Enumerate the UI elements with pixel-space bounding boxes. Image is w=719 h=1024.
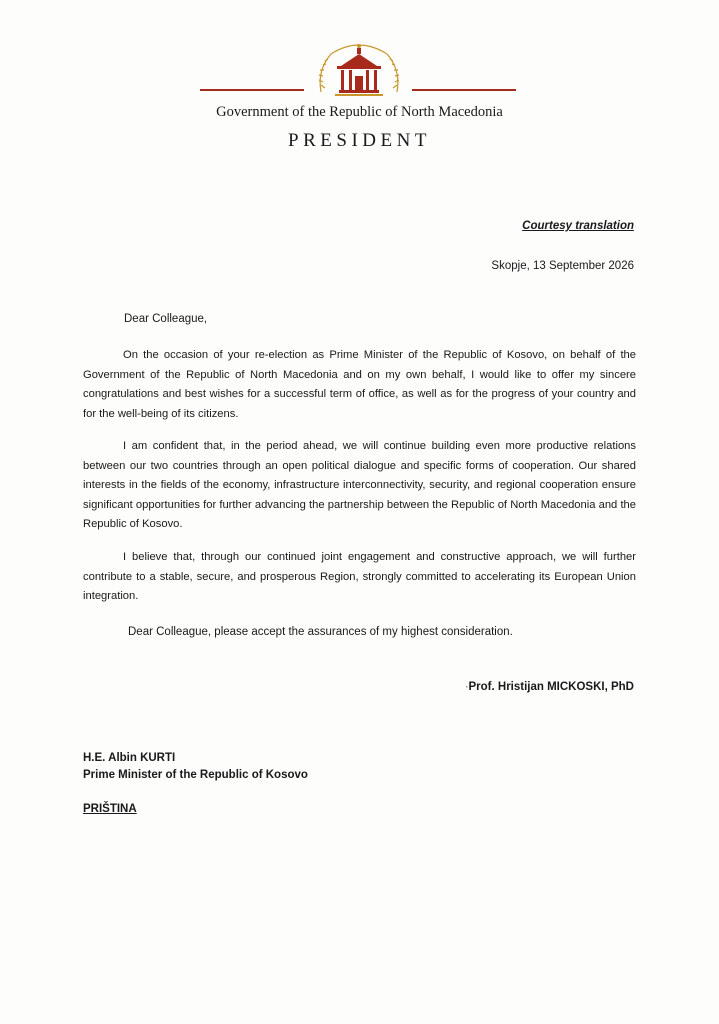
government-title: Government of the Republic of North Macedonia <box>216 104 503 120</box>
addressee-city: PRIŠTINA <box>83 803 137 815</box>
courtesy-translation-note: Courtesy translation <box>522 220 634 232</box>
letterhead-divider-left <box>200 89 304 91</box>
closing-line: Dear Colleague, please accept the assurances of my highest consideration. <box>128 626 513 638</box>
addressee-name: H.E. Albin KURTI <box>83 752 176 764</box>
body-paragraph: I believe that, through our continued joint engagement and constructive approach, we will further contribute to a stable, secure, and prosperous Region, strongly committed to accelerating its European Union integration. <box>83 551 636 602</box>
government-building-emblem-icon <box>311 42 407 104</box>
addressee-title: Prime Minister of the Republic of Kosovo <box>83 769 308 781</box>
body-paragraph: I am confident that, in the period ahead, we will continue building even more productive relations between our two countries through an open political dialogue and specific forms of cooperation. Our shared interests in the fields of the economy, infrastructure interconnectivity, security, and regional cooperation ensure significant opportunities for further advancing the partnership between the Republic of North Macedonia and the Republic of Kosovo. <box>83 440 636 530</box>
office-title: PRESIDENT <box>288 130 431 151</box>
signature-mark: · <box>465 681 469 693</box>
place-and-date: Skopje, 13 September 2026 <box>491 260 634 272</box>
salutation: Dear Colleague, <box>124 313 208 325</box>
body-paragraph: On the occasion of your re-election as Prime Minister of the Republic of Kosovo, on behalf of the Government of the Republic of North Macedonia and on my own behalf, I would like to offer my sincere congratulations and best wishes for a successful term of office, as well as for the progress of your country and for the well-being of its citizens. <box>83 349 636 420</box>
letterhead-divider-right <box>412 89 516 91</box>
signatory-name: Prof. Hristijan MICKOSKI, PhD <box>468 681 634 693</box>
